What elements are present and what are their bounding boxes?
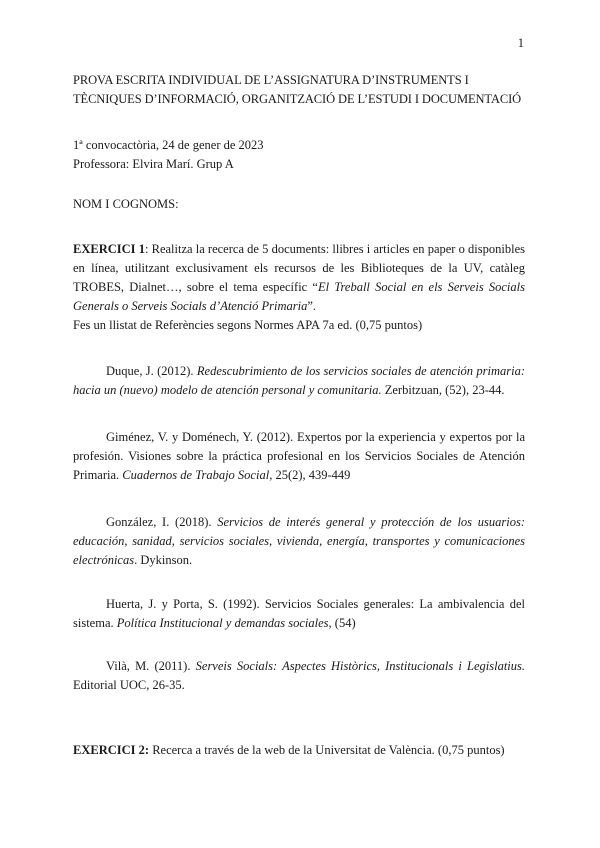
reference-authors: Duque, J. (2012). <box>106 364 197 378</box>
exercise-2 <box>73 741 525 760</box>
reference-title: Redescubrimiento de los servicios sociales de atención primaria: hacia un (nuevo) modelo de atención personal y comunitaria. <box>73 364 525 397</box>
reference-authors: González, I. (2018). <box>106 515 218 529</box>
exercise-2-label: EXERCICI 2: <box>73 743 150 757</box>
exercise-1-statement <box>73 240 525 316</box>
reference-item <box>73 657 525 695</box>
reference-item <box>73 595 525 633</box>
exam-title-line-2: TÈCNIQUES D’INFORMACIÓ, ORGANITZACIÓ DE L’ESTUDI I DOCUMENTACIÓ <box>73 92 522 106</box>
reference-item <box>73 362 525 400</box>
professor-group: Professora: Elvira Marí. Grup A <box>73 157 234 171</box>
exercise-1 <box>73 240 525 335</box>
reference-source: Zerbitzuan, (52), 23-44. <box>381 383 505 397</box>
exercise-2-text: Recerca a través de la web de la Universitat de València. (0,75 puntos) <box>149 743 505 757</box>
reference-item <box>73 513 525 570</box>
exercise-1-topic: El Treball Social en els Serveis Socials Generals o Serveis Socials d’Atenció Primaria <box>73 280 525 313</box>
reference-source: , 25(2), 439-449 <box>269 468 351 482</box>
exercise-1-label: EXERCICI 1 <box>73 242 145 256</box>
convocatoria-date: 1ª convocactòria, 24 de gener de 2023 <box>73 138 264 152</box>
exercise-1-text-b: ”. <box>307 299 317 313</box>
reference-title: Cuadernos de Trabajo Social <box>122 468 270 482</box>
exercise-1-instruction: Fes un llistat de Referències segons Normes APA 7a ed. (0,75 puntos) <box>73 318 423 332</box>
exam-title-line-1: PROVA ESCRITA INDIVIDUAL DE L’ASSIGNATURA D’INSTRUMENTS I <box>73 73 469 87</box>
reference-title: Política Institucional y demandas sociales, <box>116 616 332 630</box>
reference-source: Editorial UOC, 26-35. <box>73 678 185 692</box>
exam-title <box>73 71 525 109</box>
reference-authors: Giménez, V. y Doménech, Y. (2012). Expertos por la experiencia y expertos por la profesión. Visiones sobre la práctica profesional en los Servicios Sociales de Atención Primaria. <box>73 430 525 482</box>
reference-title: Serveis Socials: Aspectes Històrics, Institucionals i Legislatius. <box>195 659 526 673</box>
reference-authors: Huerta, J. y Porta, S. (1992). Servicios Sociales generales: La ambivalencia del sistema. <box>73 597 525 630</box>
exercise-1-text-a: : Realitza la recerca de 5 documents: llibres i articles en paper o disponibles en línea, utilitzant exclusivament els recursos de les Biblioteques de la UV, catàleg TROBES, Dialnet…, sobre el tema específic “ <box>73 242 526 294</box>
reference-authors: Vilà, M. (2011). <box>106 659 196 673</box>
reference-title: Servicios de interés general y protección de los usuarios: educación, sanidad, servicios sociales, vivienda, energía, transportes y comunicaciones electrónicas <box>73 515 525 567</box>
reference-item <box>73 428 525 485</box>
page-number: 1 <box>517 36 524 50</box>
reference-source: . Dykinson. <box>134 553 193 567</box>
name-field-label: NOM I COGNOMS: <box>73 197 179 211</box>
reference-source: (54) <box>331 616 356 630</box>
exam-meta <box>73 136 525 174</box>
